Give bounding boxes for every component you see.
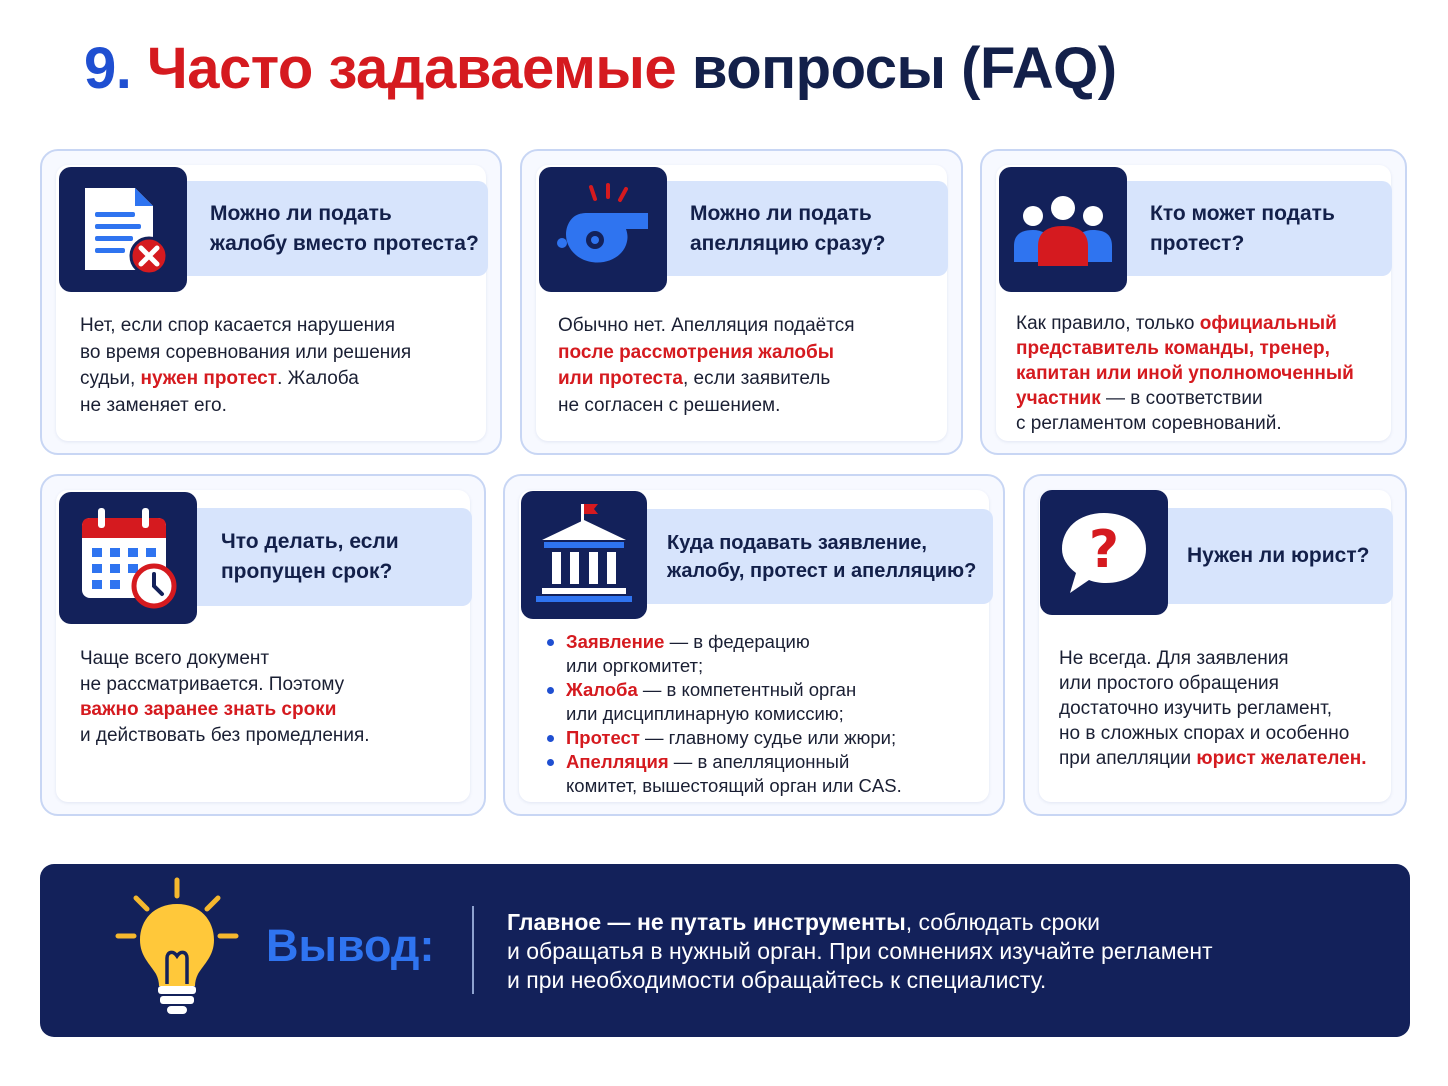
list-item [545, 630, 985, 678]
faq-card-need-lawyer [1023, 474, 1407, 816]
question-text: Что делать, если пропущен срок? [221, 530, 399, 583]
bullet-text: — в федерацию или оргкомитет; [566, 631, 810, 676]
svg-text:?: ? [1088, 519, 1120, 580]
title-red-part: Часто задаваемые [147, 36, 677, 101]
highlight-text: официальный представитель команды, тренер, капитан или иной уполномоченный участник [1016, 313, 1354, 409]
answer-text [80, 313, 480, 419]
document-error-icon [73, 180, 173, 280]
answer-text [1016, 311, 1396, 436]
answer-bullets [545, 630, 985, 798]
answer-segment: Как правило, только [1016, 313, 1200, 334]
question-text: Кто может подать протест? [1150, 201, 1335, 255]
title-rest: вопросы (FAQ) [691, 36, 1117, 101]
faq-card-missed-deadline [40, 474, 486, 816]
answer-segment: Чаще всего документ не рассматривается. Поэтому [80, 648, 345, 695]
bullet-term: Жалоба [566, 679, 638, 700]
question-bar [666, 181, 948, 276]
answer-segment: . Жалоба не заменяет его. [80, 368, 359, 416]
calendar-clock-icon [72, 502, 184, 614]
icon-tile [999, 167, 1127, 292]
icon-tile [521, 491, 647, 619]
page-title [84, 36, 1117, 103]
bullet-text: — в компетентный орган или дисциплинарную комиссию; [566, 679, 857, 724]
answer-segment: , если заявитель не согласен с решением. [558, 368, 831, 416]
bullet-term: Заявление [566, 631, 665, 652]
summary-text [507, 908, 1387, 995]
question-bar [186, 181, 488, 276]
summary-label: Вывод: [266, 920, 435, 971]
highlight-text: юрист желателен. [1196, 748, 1367, 769]
bullet-term: Апелляция [566, 751, 669, 772]
faq-card-who-can-protest [980, 149, 1407, 455]
highlight-text: после рассмотрения жалобы или протеста [558, 341, 834, 389]
summary-rest: , соблюдать сроки и обращатья в нужный орган. При сомнениях изучайте регламент и при необходимости обращайтесь к специалисту. [507, 909, 1213, 993]
question-bar [647, 509, 993, 604]
highlight-text: важно заранее знать сроки [80, 699, 337, 720]
icon-tile [1040, 490, 1168, 615]
question-text: Можно ли подать апелляцию сразу? [690, 201, 886, 255]
question-bar [197, 508, 472, 606]
whistle-icon [548, 175, 658, 285]
answer-text [80, 646, 460, 748]
answer-segment: и действовать без промедления. [80, 724, 370, 746]
faq-card-complaint-vs-protest [40, 149, 502, 455]
institution-building-icon [534, 500, 634, 610]
question-bar [1165, 508, 1393, 604]
question-text: Можно ли подать жалобу вместо протеста? [210, 201, 479, 255]
answer-segment: — в соответствии с регламентом соревнований. [1016, 388, 1282, 434]
answer-text [558, 313, 948, 419]
question-bar [1126, 181, 1392, 276]
list-item [545, 750, 985, 798]
answer-text [1059, 646, 1389, 771]
answer-segment: Нет, если спор касается нарушения во время соревнования или решения судьи, [80, 315, 412, 389]
title-number: 9. [84, 36, 132, 101]
answer-segment: Не всегда. Для заявления или простого обращения достаточно изучить регламент, но в сложных спорах и особенно при апелляции [1059, 648, 1350, 769]
faq-card-appeal-directly [520, 149, 963, 455]
faq-card-where-to-file [503, 474, 1005, 816]
question-bubble-icon [1054, 503, 1154, 603]
lightbulb-icon [112, 874, 242, 1024]
question-text: Нужен ли юрист? [1187, 544, 1370, 567]
question-text: Куда подавать заявление, жалобу, протест и апелляцию? [667, 531, 977, 582]
bullet-list [545, 630, 985, 798]
icon-tile [59, 492, 197, 624]
list-item [545, 726, 985, 750]
bullet-term: Протест [566, 727, 640, 748]
summary-divider [472, 906, 474, 994]
highlight-text: нужен протест [140, 368, 278, 389]
list-item [545, 678, 985, 726]
team-group-icon [1008, 180, 1118, 280]
icon-tile [539, 167, 667, 292]
bullet-text: — главному судье или жюри; [639, 727, 897, 748]
summary-bold: Главное — не путать инструменты [507, 909, 906, 935]
summary-panel [40, 864, 1410, 1037]
bullet-text: — в апелляционный комитет, вышестоящий орган или CAS. [566, 751, 902, 796]
icon-tile [59, 167, 187, 292]
answer-segment: Обычно нет. Апелляция подаётся [558, 315, 855, 336]
